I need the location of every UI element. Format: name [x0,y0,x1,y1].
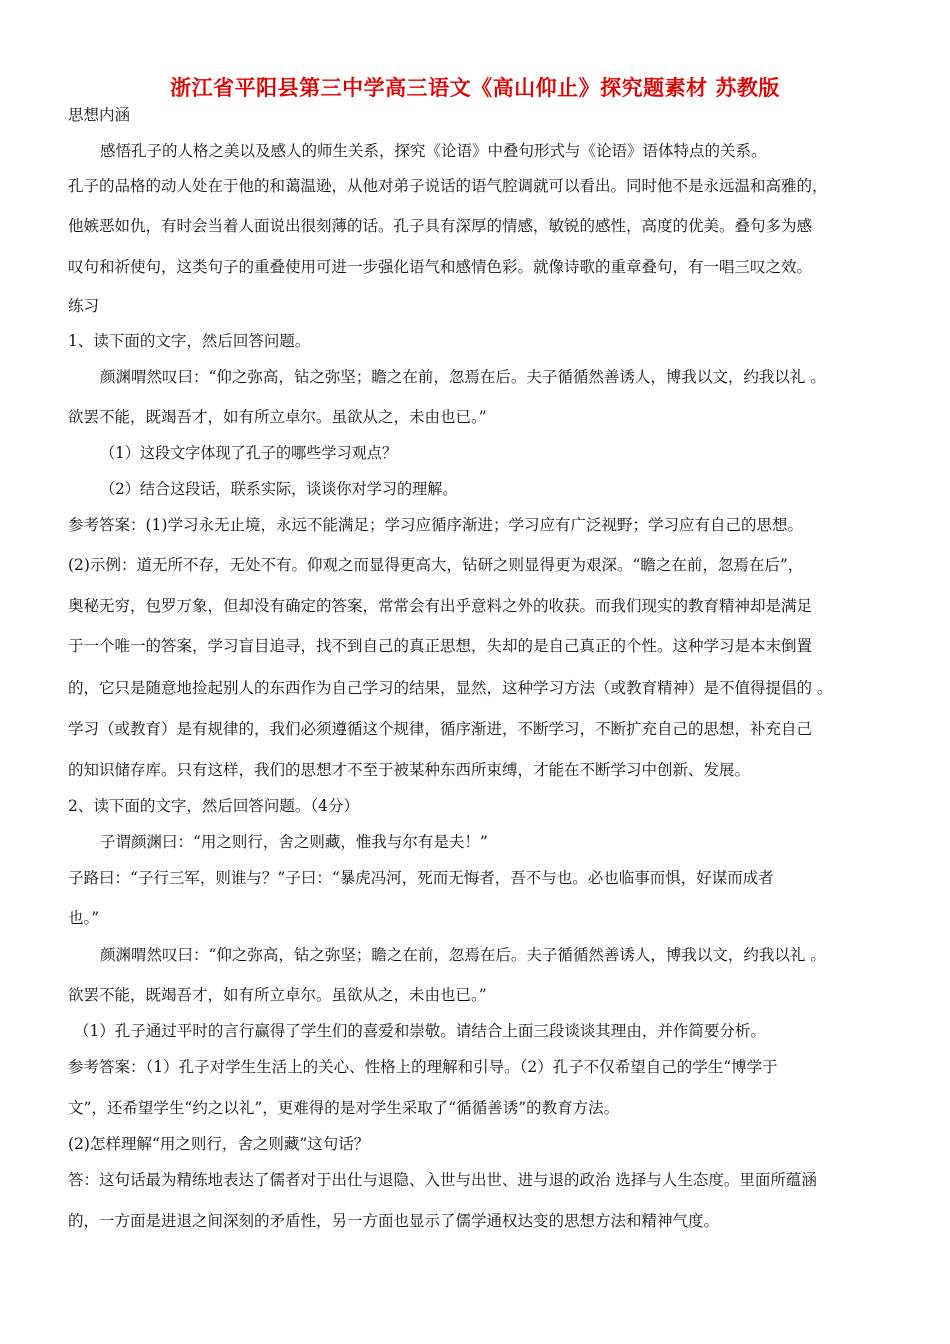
text-line: (2)示例：道无所不存，无处不有。仰观之而显得更高大，钻研之则显得更为艰深。“瞻之在前，忽焉在后”， [68,556,804,574]
text-line: 于一个唯一的答案，学习盲目追寻，找不到自己的真正思想，失却的是自己真正的个性。这种学习是本末倒置 [68,637,813,655]
text-line: （2）结合这段话，联系实际，谈谈你对学习的理解。 [100,480,458,498]
text-line: 感悟孔子的人格之美以及感人的师生关系，探究《论语》中叠句形式与《论语》语体特点的关系。 [100,142,767,160]
text-line: 欲罢不能，既竭吾才，如有所立卓尔。虽欲从之，未由也已。” [68,986,487,1004]
text-line: （1）这段文字体现了孔子的哪些学习观点？ [100,444,398,462]
text-line: 1、读下面的文字，然后回答问题。 [68,332,311,350]
text-line: 的，它只是随意地捡起别人的东西作为自己学习的结果，显然，这种学习方法（或教育精神）是不值得提倡的 。 [68,679,833,697]
text-line: 叹句和祈使句，这类句子的重叠使用可进一步强化语气和感情色彩。就像诗歌的重章叠句，有一唱三叹之效。 [68,258,813,276]
text-line: 颜渊喟然叹曰：“仰之弥高，钻之弥坚；瞻之在前，忽焉在后。夫子循循然善诱人，博我以文，约我以礼 。 [100,946,826,964]
text-line: 答：这句话最为精练地表达了儒者对于出仕与退隐、入世与出世、进与退的政治 选择与人生态度。里面所蕴涵 [68,1171,817,1189]
text-line: 子谓颜渊曰：“用之则行，舍之则藏，惟我与尔有是夫！” [100,833,488,851]
text-line: 参考答案：(1)学习永无止境，永远不能满足；学习应循序渐进；学习应有广泛视野；学习应有自己的思想。 [68,516,803,534]
text-line: 孔子的品格的动人处在于他的和蔼温逊，从他对弟子说话的语气腔调就可以看出。同时他不是永远温和高雅的， [68,177,828,195]
text-line: 练习 [68,297,100,315]
text-line: 的知识储存库。只有这样，我们的思想才不至于被某种东西所束缚，才能在不断学习中创新、发展。 [68,761,751,779]
text-line: 奥秘无穷，包罗万象，但却没有确定的答案，常常会有出乎意料之外的收获。而我们现实的教育精神却是满足 [68,597,813,615]
text-line: 文”，还希望学生“约之以礼”，更难得的是对学生采取了“循循善诱”的教育方法。 [68,1099,620,1117]
text-line: 也。” [68,909,100,927]
text-line: 欲罢不能，既竭吾才，如有所立卓尔。虽欲从之，未由也已。” [68,408,487,426]
text-line: 2、读下面的文字，然后回答问题。（4分） [68,797,359,815]
text-line: 颜渊喟然叹曰：“仰之弥高，钻之弥坚；瞻之在前，忽焉在后。夫子循循然善诱人，博我以文，约我以礼 。 [100,368,826,386]
text-line: (2)怎样理解“用之则行，舍之则藏”这句话？ [68,1135,370,1153]
text-line: 参考答案：（1）孔子对学生生活上的关心、性格上的理解和引导。（2）孔子不仅希望自己的学生“博学于 [68,1058,778,1076]
text-line: 的，一方面是进退之间深刻的矛盾性，另一方面也显示了儒学通权达变的思想方法和精神气度。 [68,1212,720,1230]
text-line: 子路曰：“子行三军，则谁与？”子曰：“暴虎冯河，死而无悔者，吾不与也。必也临事而惧，好谋而成者 [68,869,774,887]
text-line: 他嫉恶如仇，有时会当着人面说出很刻薄的话。孔子具有深厚的情感，敏锐的感性，高度的优美。叠句多为感 [68,217,813,235]
text-line: （1）孔子通过平时的言行赢得了学生们的喜爱和崇敬。请结合上面三段谈谈其理由，并作简要分析。 [74,1022,766,1040]
document-title: 浙江省平阳县第三中学高三语文《高山仰止》探究题素材 苏教版 [170,76,780,100]
text-line: 学习（或教育）是有规律的，我们必须遵循这个规律，循序渐进，不断学习，不断扩充自己的思想，补充自己 [68,720,813,738]
text-line: 思想内涵 [68,106,131,124]
